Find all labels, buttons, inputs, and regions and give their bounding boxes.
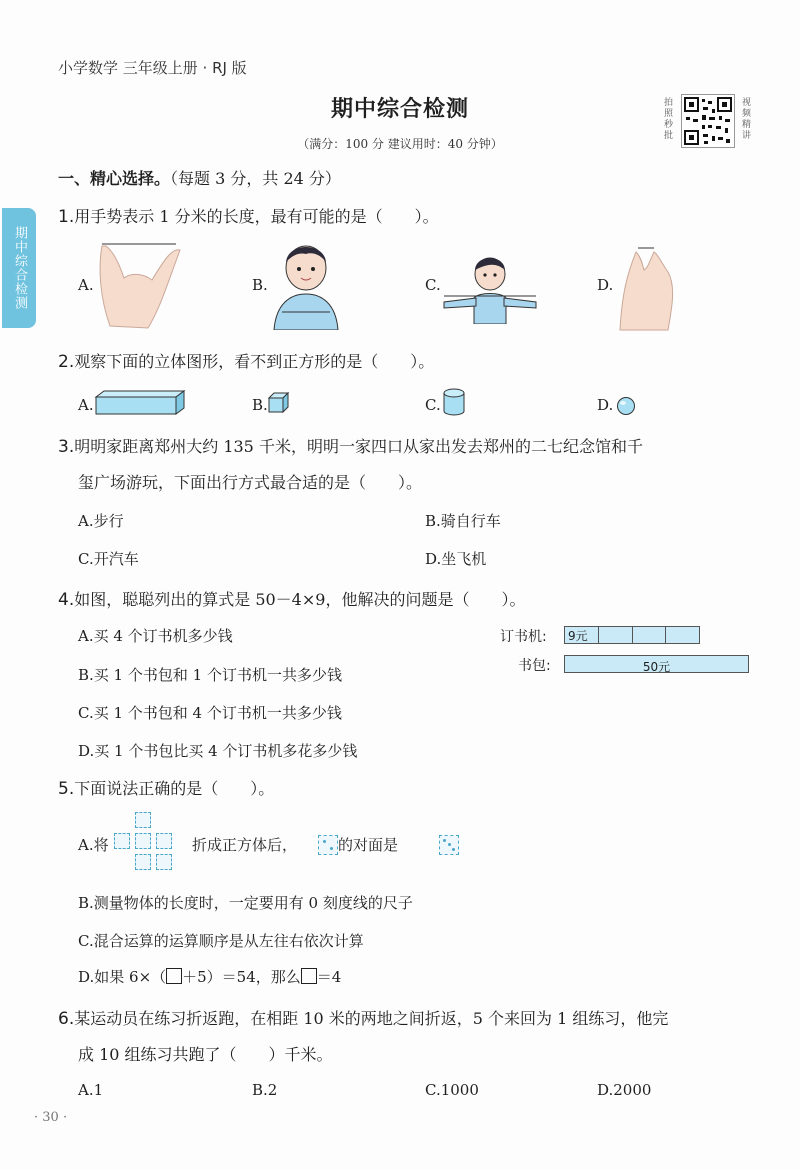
q2-option-b-label[interactable]: B.	[252, 396, 268, 414]
question-number: 3.	[58, 437, 75, 457]
boy-gesture-b-image	[266, 238, 346, 334]
q5-option-a-prefix[interactable]: A.将	[78, 836, 109, 854]
sphere-shape	[616, 396, 636, 420]
q6-option-b[interactable]: B.2	[252, 1081, 278, 1099]
q5-option-a-mid1: 折成正方体后，	[192, 836, 298, 854]
cube-net-figure	[114, 812, 194, 876]
page-number: · 30 ·	[34, 1110, 68, 1125]
question-4	[58, 587, 525, 610]
net-face	[156, 833, 172, 849]
qr-right-caption: 视频精讲	[742, 98, 752, 141]
section-title: 一、精心选择。	[58, 169, 171, 188]
cylinder-shape	[442, 388, 466, 420]
stapler-bar	[564, 626, 700, 644]
net-face	[135, 812, 151, 828]
question-5	[58, 776, 274, 799]
q6-option-a[interactable]: A.1	[78, 1081, 104, 1099]
q5-option-a-mid2: 的对面是	[338, 836, 399, 854]
question-number: 6.	[58, 1009, 75, 1029]
q6-option-d[interactable]: D.2000	[597, 1081, 652, 1099]
book-header: 小学数学 三年级上册 · RJ 版	[58, 59, 247, 77]
q4-option-d[interactable]: D.买 1 个书包比买 4 个订书机多花多少钱	[78, 742, 358, 760]
hand-gesture-a-image	[96, 238, 186, 337]
q1-option-a-label[interactable]: A.	[78, 276, 94, 294]
question-2	[58, 349, 434, 372]
question-number: 5.	[58, 779, 75, 799]
q2-option-d-label[interactable]: D.	[597, 396, 614, 414]
hand-gesture-d-image	[614, 242, 684, 336]
question-text-line1: 某运动员在练习折返跑，在相距 10 米的两地之间折返，5 个来回为 1 组练习，他完	[74, 1009, 669, 1028]
q4-option-a[interactable]: A.买 4 个订书机多少钱	[78, 627, 233, 645]
net-face	[135, 833, 151, 849]
net-face	[135, 854, 151, 870]
net-face	[156, 854, 172, 870]
boy-gesture-c-image	[440, 252, 540, 328]
q4-option-b[interactable]: B.买 1 个书包和 1 个订书机一共多少钱	[78, 666, 342, 684]
die-face-two-icon	[318, 835, 338, 855]
question-number: 1.	[58, 207, 75, 227]
q1-option-d-label[interactable]: D.	[597, 276, 614, 294]
section-heading	[58, 166, 341, 189]
page-subtitle: （满分：100 分 建议用时：40 分钟）	[297, 137, 503, 151]
schoolbag-bar	[564, 655, 749, 673]
chapter-side-tab: 期中综合检测	[2, 208, 36, 328]
q6-option-c[interactable]: C.1000	[425, 1081, 479, 1099]
schoolbag-price: 50元	[642, 660, 671, 674]
q5-option-b[interactable]: B.测量物体的长度时，一定要用有 0 刻度线的尺子	[78, 894, 413, 912]
question-text: 下面说法正确的是（ ）。	[74, 779, 275, 798]
blank-box-icon	[166, 968, 182, 984]
blank-box-icon	[301, 968, 317, 984]
q3-option-c[interactable]: C.开汽车	[78, 550, 139, 568]
cube-shape	[268, 392, 290, 418]
qr-code-icon[interactable]	[681, 94, 735, 148]
bar-divider	[665, 627, 666, 643]
q1-option-c-label[interactable]: C.	[425, 276, 441, 294]
question-6-line2: 成 10 组练习共跑了（ ）千米。	[78, 1045, 333, 1064]
bar-divider	[632, 627, 633, 643]
cuboid-shape	[94, 390, 188, 420]
question-3	[58, 434, 643, 457]
question-text: 观察下面的立体图形，看不到正方形的是（ ）。	[74, 352, 435, 371]
stapler-label: 订书机:	[500, 629, 547, 645]
die-face-three-icon	[439, 835, 459, 855]
q1-option-b-label[interactable]: B.	[252, 276, 268, 294]
schoolbag-label: 书包:	[518, 658, 551, 674]
q3-option-d[interactable]: D.坐飞机	[425, 550, 487, 568]
question-3-line2: 玺广场游玩，下面出行方式最合适的是（ ）。	[78, 473, 423, 492]
qr-left-caption: 拍照秒批	[664, 98, 674, 141]
question-text-line1: 明明家距离郑州大约 135 千米，明明一家四口从家出发去郑州的二七纪念馆和千	[74, 437, 643, 456]
net-face	[114, 833, 130, 849]
question-text: 如图，聪聪列出的算式是 50－4×9，他解决的问题是（ ）。	[74, 590, 526, 609]
q5-d-suffix: ＝4	[316, 968, 342, 986]
q2-option-a-label[interactable]: A.	[78, 396, 94, 414]
section-note: （每题 3 分，共 24 分）	[170, 169, 341, 188]
q5-option-c[interactable]: C.混合运算的运算顺序是从左往右依次计算	[78, 932, 364, 950]
stapler-price: 9元	[568, 629, 588, 643]
question-text: 用手势表示 1 分米的长度，最有可能的是（ ）。	[74, 207, 439, 226]
question-1	[58, 204, 439, 227]
question-number: 4.	[58, 590, 75, 610]
page-title: 期中综合检测	[330, 97, 469, 122]
q3-option-a[interactable]: A.步行	[78, 512, 124, 530]
q3-option-b[interactable]: B.骑自行车	[425, 512, 501, 530]
q5-option-d[interactable]	[78, 966, 341, 987]
q5-d-mid: ＋5）＝54，那么	[182, 968, 301, 986]
q5-d-prefix: D.如果 6×（	[78, 968, 167, 986]
question-number: 2.	[58, 352, 75, 372]
bar-divider	[598, 627, 599, 643]
qr-block	[664, 94, 758, 154]
question-6	[58, 1006, 668, 1029]
q4-option-c[interactable]: C.买 1 个书包和 4 个订书机一共多少钱	[78, 704, 342, 722]
q2-option-c-label[interactable]: C.	[425, 396, 441, 414]
